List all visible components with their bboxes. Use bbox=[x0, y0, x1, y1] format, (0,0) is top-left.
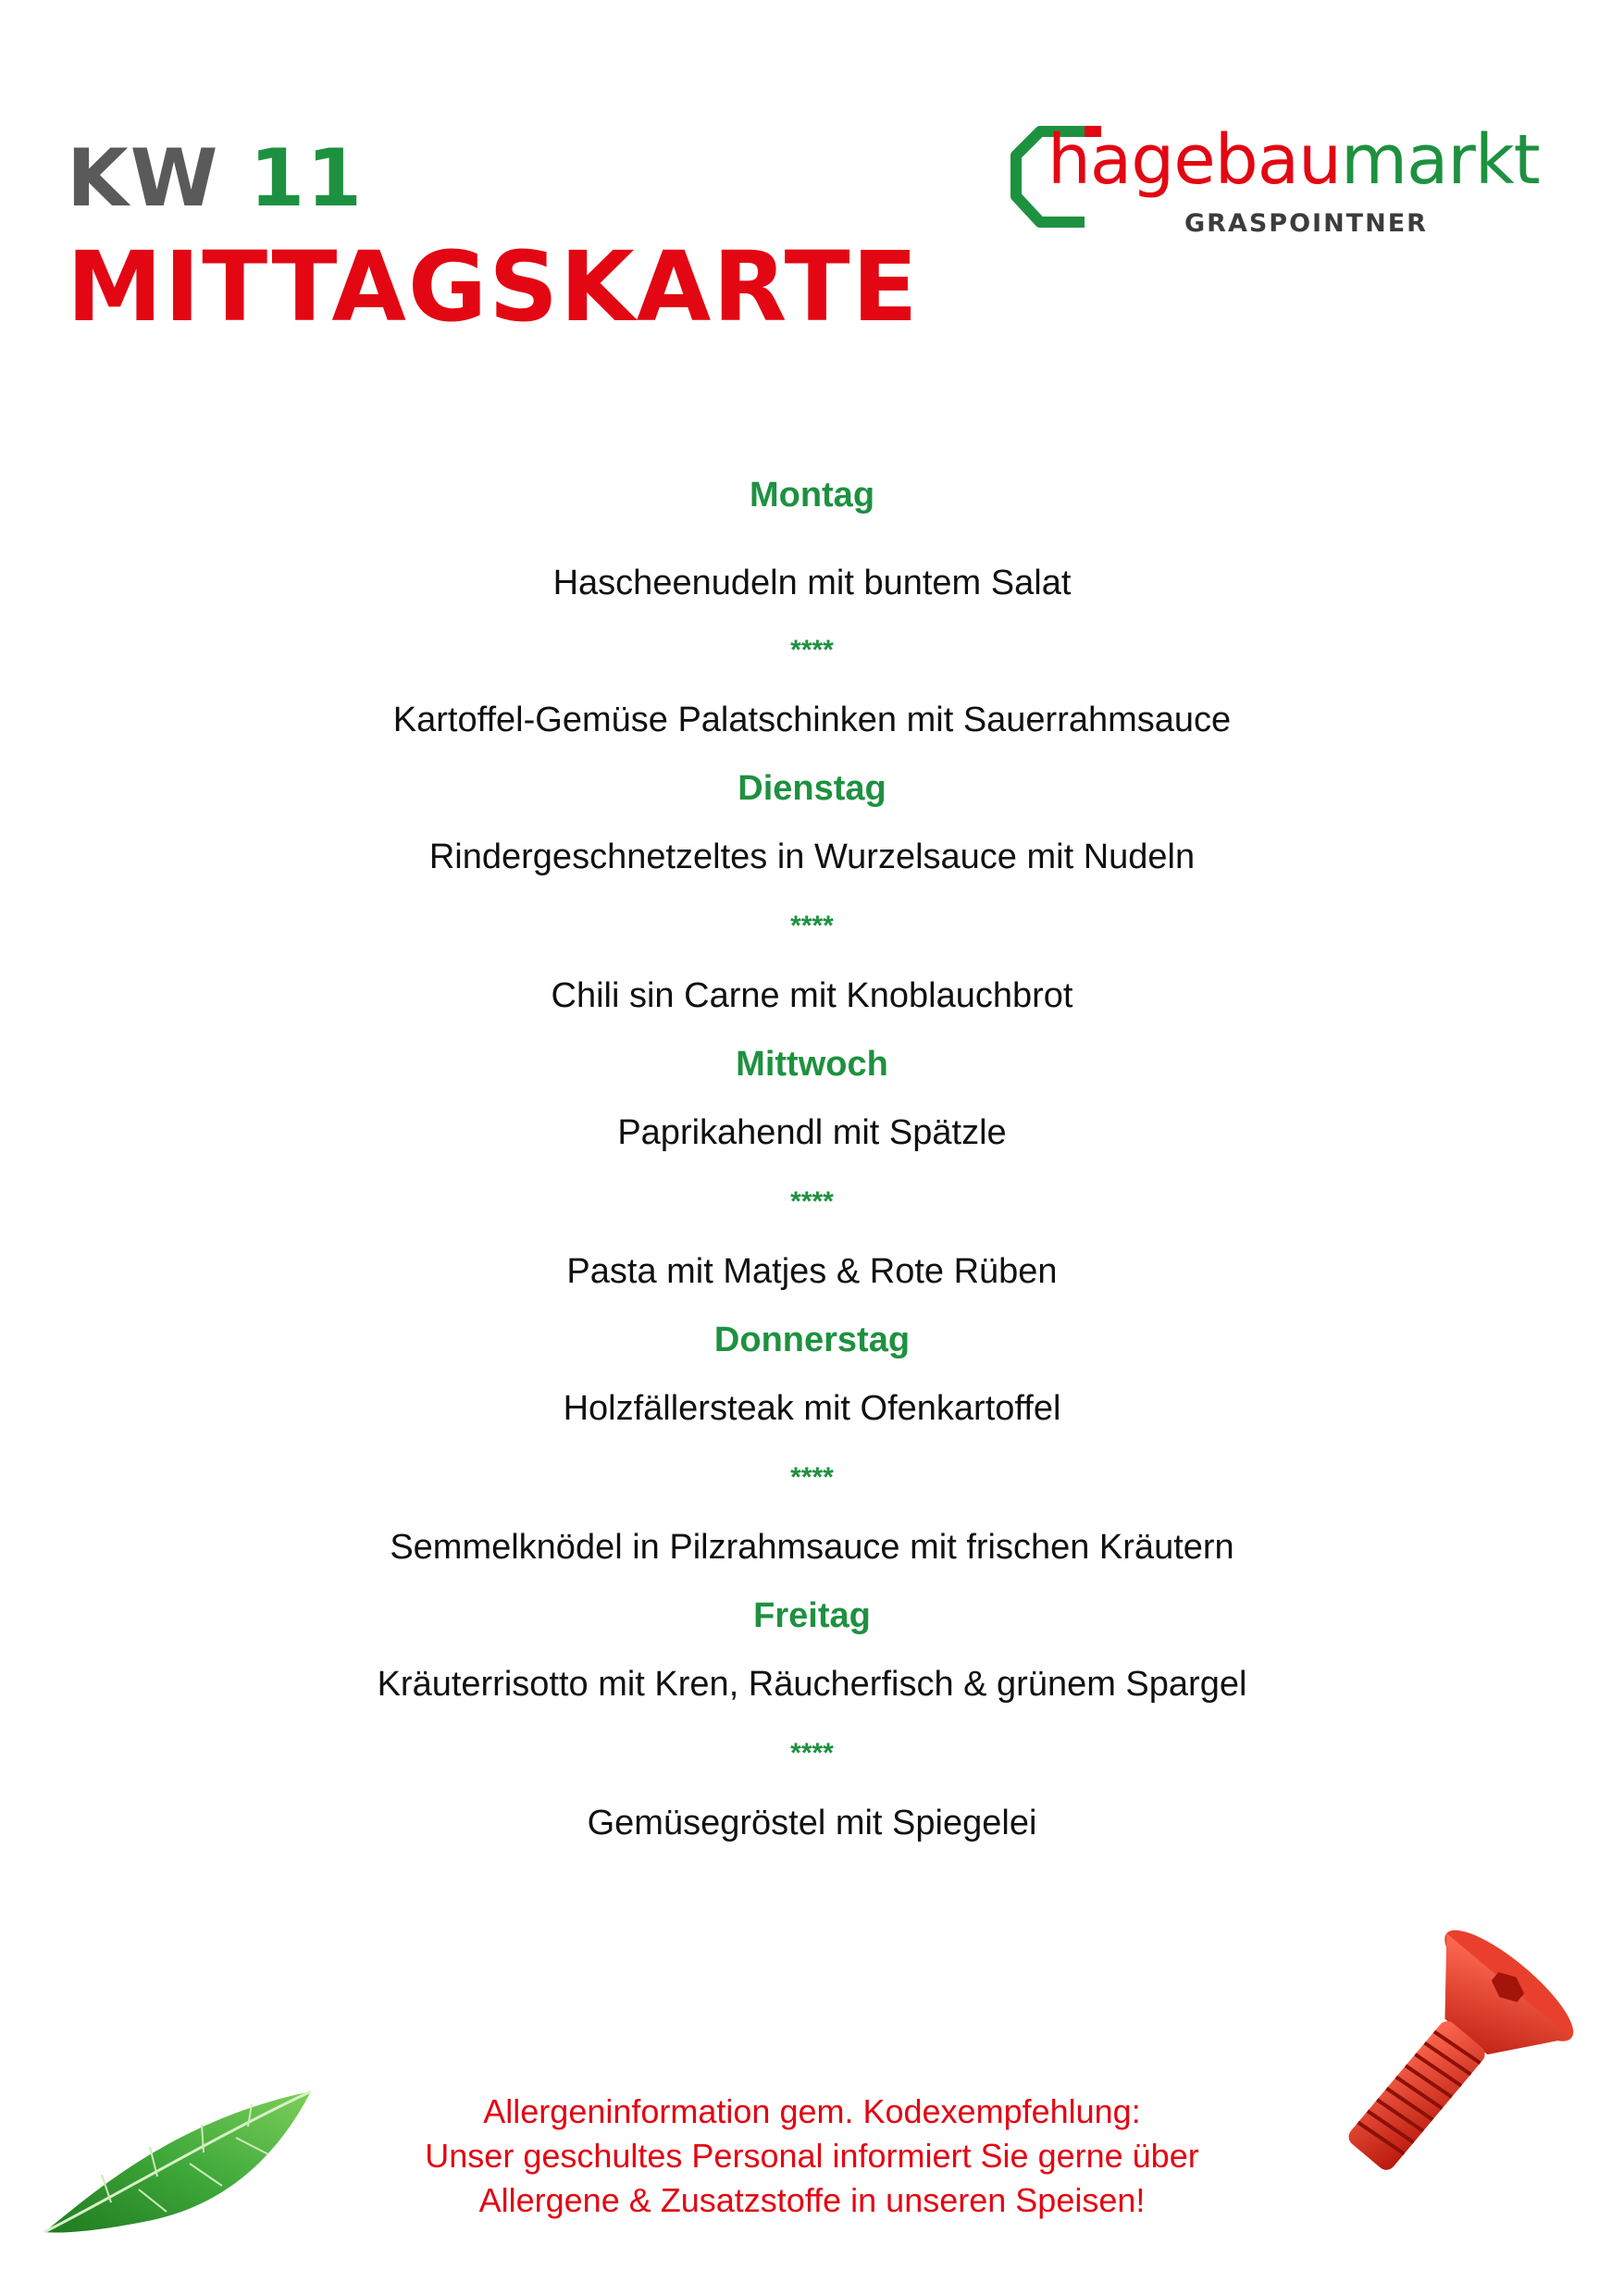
weekly-menu bbox=[0, 467, 1624, 1857]
day-heading: Mittwoch bbox=[736, 1045, 888, 1084]
logo-wordmark bbox=[1048, 120, 1540, 200]
dish: Semmelknödel in Pilzrahmsauce mit frischen Kräutern bbox=[390, 1528, 1234, 1567]
dish-separator: **** bbox=[790, 635, 834, 665]
dish-separator: **** bbox=[790, 1738, 834, 1768]
day-heading: Montag bbox=[749, 476, 875, 515]
hagebaumarkt-logo bbox=[1009, 118, 1564, 239]
allergen-notice bbox=[0, 2090, 1624, 2223]
dish-separator: **** bbox=[790, 1462, 834, 1493]
allergen-line-3: Allergene & Zusatzstoffe in unseren Speisen! bbox=[478, 2181, 1146, 2219]
logo-subtitle: GRASPOINTNER bbox=[1184, 209, 1428, 238]
dish: Kräuterrisotto mit Kren, Räucherfisch & grünem Spargel bbox=[377, 1665, 1247, 1704]
dish: Rindergeschnetzeltes in Wurzelsauce mit Nudeln bbox=[428, 837, 1196, 876]
dish: Gemüsegröstel mit Spiegelei bbox=[587, 1804, 1037, 1842]
dish: Paprikahendl mit Spätzle bbox=[617, 1113, 1007, 1152]
day-heading: Freitag bbox=[753, 1596, 871, 1635]
dish: Pasta mit Matjes & Rote Rüben bbox=[566, 1252, 1058, 1291]
dish-separator: **** bbox=[790, 1186, 834, 1217]
dish: Kartoffel-Gemüse Palatschinken mit Sauerrahmsauce bbox=[392, 701, 1232, 739]
kw-number: 11 bbox=[249, 132, 365, 225]
dish: Holzfällersteak mit Ofenkartoffel bbox=[563, 1389, 1061, 1428]
dish: Hascheenudeln mit buntem Salat bbox=[552, 564, 1072, 602]
day-heading: Donnerstag bbox=[713, 1321, 911, 1359]
page-title: MITTAGSKARTE bbox=[67, 230, 920, 343]
logo-word-hagebau: hagebau bbox=[1048, 120, 1341, 200]
dish-separator: **** bbox=[790, 911, 834, 941]
allergen-line-1: Allergeninformation gem. Kodexempfehlung: bbox=[483, 2092, 1141, 2130]
logo-word-markt: markt bbox=[1340, 120, 1540, 200]
kw-label: KW bbox=[67, 132, 220, 225]
dish: Chili sin Carne mit Knoblauchbrot bbox=[551, 976, 1073, 1015]
calendar-week bbox=[67, 132, 920, 225]
day-heading: Dienstag bbox=[738, 769, 886, 808]
page-header bbox=[67, 132, 920, 343]
allergen-line-2: Unser geschultes Personal informiert Sie gerne über bbox=[425, 2137, 1199, 2175]
